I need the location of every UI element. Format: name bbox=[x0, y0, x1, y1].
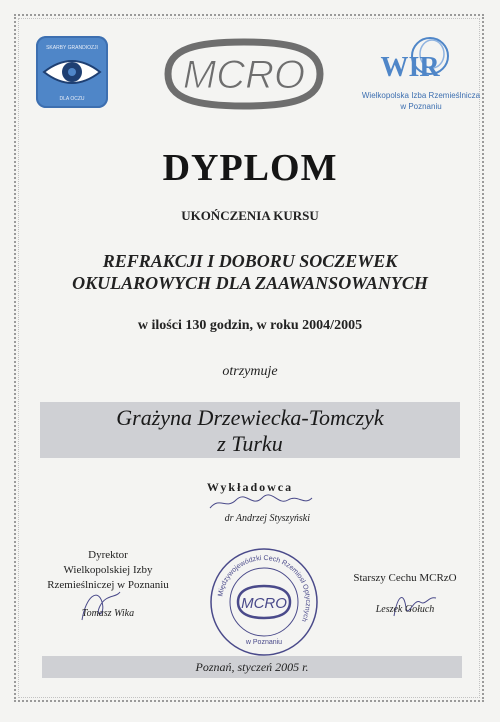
director-signature bbox=[76, 586, 126, 626]
mcro-logo bbox=[158, 38, 330, 110]
recipient-line2: z Turku bbox=[217, 431, 283, 456]
wir-logo bbox=[370, 34, 470, 86]
elder-title: Starszy Cechu MCRzO bbox=[353, 572, 457, 584]
wir-caption-line1: Wielkopolska Izba Rzemieślnicza bbox=[361, 91, 481, 100]
course-line2: OKULAROWYCH DLA ZAAWANSOWANYCH bbox=[72, 273, 428, 293]
wir-caption bbox=[356, 90, 486, 112]
course-name bbox=[0, 250, 500, 294]
director-title-line3: Rzemieślniczej w Poznaniu bbox=[47, 579, 169, 591]
wir-caption-line2: w Poznaniu bbox=[400, 102, 442, 111]
seal-ring-text: Międzywojewódzki Cech Rzemiosł Optycznych bbox=[217, 554, 312, 623]
wir-logo-text: WIR bbox=[380, 52, 440, 83]
seal-bottom-text: w Poznaniu bbox=[245, 639, 283, 646]
receives-label: otrzymuje bbox=[222, 364, 278, 379]
elder-name: Leszek Gołuch bbox=[375, 604, 435, 615]
director-title-line1: Dyrektor bbox=[88, 549, 128, 561]
lecturer-signature bbox=[206, 492, 316, 514]
eye-badge-logo bbox=[36, 36, 108, 108]
lecturer-name: dr Andrzej Styszyński bbox=[224, 513, 310, 524]
place-date: Poznań, styczeń 2005 r. bbox=[195, 660, 309, 674]
seal-logo-text: MCRO bbox=[241, 595, 287, 612]
guild-seal bbox=[208, 546, 320, 658]
diploma-subtitle: UKOŃCZENIA KURSU bbox=[181, 208, 319, 223]
eye-icon bbox=[44, 61, 100, 83]
course-line1: REFRAKCJI I DOBORU SOCZEWEK bbox=[102, 251, 398, 271]
diploma-title: DYPLOM bbox=[162, 147, 338, 189]
badge-bottom-text: DLA OCZU bbox=[59, 96, 85, 102]
director-name: Tomasz Wika bbox=[81, 608, 135, 619]
course-hours: w ilości 130 godzin, w roku 2004/2005 bbox=[137, 318, 363, 333]
director-title-line2: Wielkopolskiej Izby bbox=[63, 564, 153, 576]
recipient-name bbox=[40, 402, 460, 457]
lecturer-label: Wykładowca bbox=[206, 480, 294, 494]
recipient-line1: Grażyna Drzewiecka-Tomczyk bbox=[116, 405, 384, 430]
badge-top-text: SKARBY GRANDIOZJI bbox=[46, 45, 98, 51]
mcro-logo-text: MCRO bbox=[182, 53, 306, 97]
